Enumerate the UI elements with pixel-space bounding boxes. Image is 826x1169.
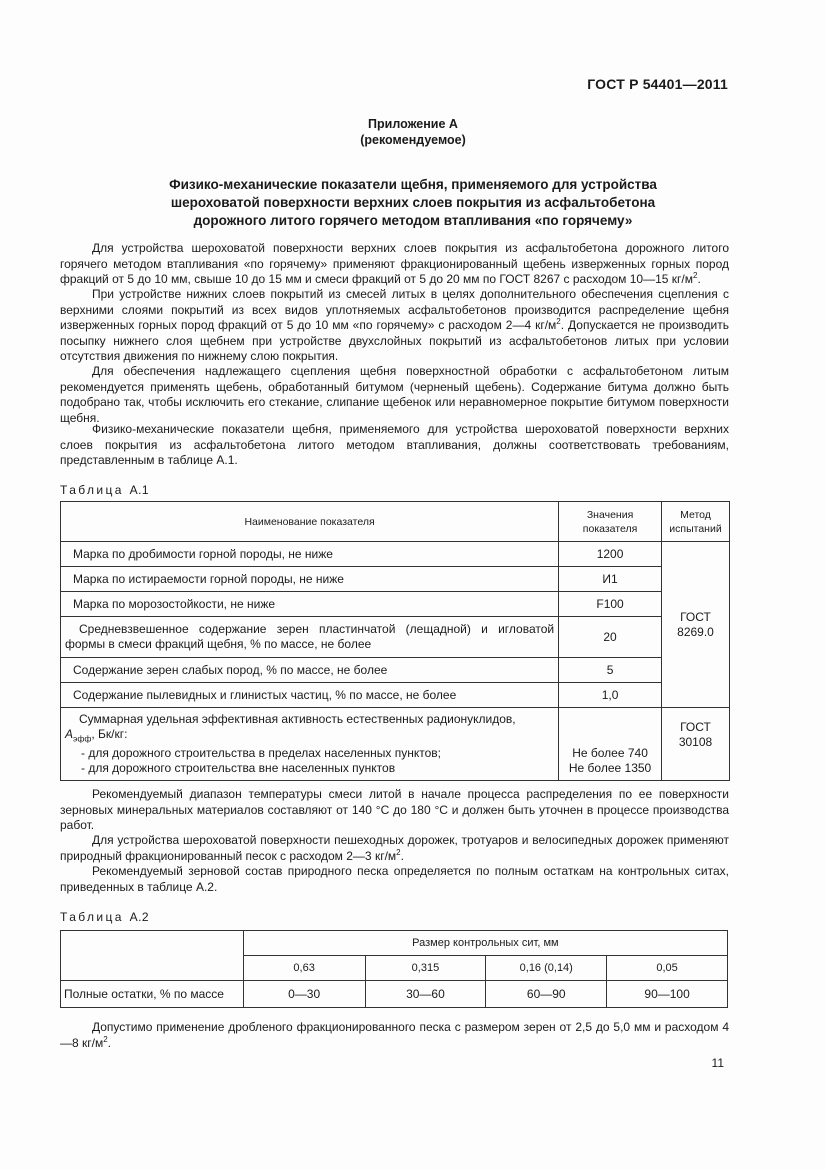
paragraph-8: Допустимо применение дробленого фракционированного песка с размером зерен от 2,5 до 5,0 мм и расходом 4—8 $кг/м^2$. <box>60 1020 729 1050</box>
sieve-size: 0,315 <box>365 956 486 981</box>
table-a2-caption: Таблица А.2 <box>60 910 150 924</box>
table-row: Содержание зерен слабых пород, % по массе, не более 5 <box>61 658 730 683</box>
table-row: Средневзвешенное содержание зерен пластинчатой (лещадной) и игловатой формы в смеси фракций щебня, % по массе, не более 20 <box>61 617 730 658</box>
table-row: Содержание пылевидных и глинистых частиц, % по массе, не более 1,0 <box>61 683 730 708</box>
table-row: Суммарная удельная эффективная активность естественных радионуклидов, $А_{эфф}$, Бк/кг: - для дорожного строительства в пределах населенных пунктов; - для дорожного строительства вне населенных пунктов Не более 740 Не более 1350 ГОСТ 30108 <box>61 708 730 781</box>
standard-number: ГОСТ Р 54401—2011 <box>587 76 728 92</box>
page-number: 11 <box>711 1056 724 1070</box>
paragraph-6: Для устройства шероховатой поверхности пешеходных дорожек, тротуаров и велосипедных дорожек применяют природный фракционированный песок с расходом 2—3 $кг/м^2$. <box>60 833 729 863</box>
paragraph-4: Физико-механические показатели щебня, применяемого для устройства шероховатой поверхности верхних слоев покрытия из асфальтобетона литого методом втапливания, должны соответствовать требованиям, представленным в таблице А.1. <box>60 422 729 468</box>
header-indicator-value: Значения показателя <box>559 502 662 542</box>
header-test-method: Метод испытаний <box>662 502 730 542</box>
sieve-size: 0,63 <box>243 956 365 981</box>
paragraph-1: Для устройства шероховатой поверхности верхних слоев покрытия из асфальтобетона дорожного литого горячего методом втапливания «по горячему» применяют фракционированный щебень изверженных горных пород фракций от 5 до 10 мм, свыше 10 до 15 мм и смеси фракций от 5 до 20 мм по ГОСТ 8267 с расходом 10—15 $кг/м^2$. <box>60 241 729 287</box>
appendix-title <box>0 176 826 230</box>
sieve-size: 0,05 <box>607 956 728 981</box>
title-line-2: шероховатой поверхности верхних слоев покрытия из асфальтобетона <box>170 195 656 210</box>
table-a1 <box>60 501 730 781</box>
appendix-heading <box>0 116 826 148</box>
paragraph-5: Рекомендуемый диапазон температуры смеси литой в начале процесса распределения по ее поверхности зерновых минеральных материалов составляют от 140 °С до 180 °С и должен быть уточнен в процессе производства работ. <box>60 787 729 833</box>
paragraph-2: При устройстве нижних слоев покрытий из смесей литых в целях дополнительного обеспечения сцепления с верхними слоями покрытий из всех видов уплотняемых асфальтобетонов производится распределение щебня изверженных горных пород фракций от 5 до 10 мм «по горячему» с расходом 2—4 $кг/м^2$. Допускается не производить посыпку нижнего слоя щебнем при устройстве двухслойных покрытий из асфальтобетонов литых при условии отсутствия движения по нижнему слою покрытия. <box>60 287 729 364</box>
method-gost-30108: ГОСТ 30108 <box>662 708 730 781</box>
title-line-3: дорожного литого горячего методом втапливания «по горячему» <box>193 213 633 228</box>
sieve-size: 0,16 (0,14) <box>486 956 607 981</box>
table-a2 <box>60 930 728 1008</box>
row-label: Полные остатки, % по массе <box>61 981 244 1008</box>
sieve-size-header: Размер контрольных сит, мм <box>243 931 727 956</box>
method-gost-8269: ГОСТ 8269.0 <box>662 542 730 708</box>
table-a1-caption: Таблица А.1 <box>60 483 150 497</box>
table-row: Марка по истираемости горной породы, не ниже И1 <box>61 567 730 592</box>
appendix-status: (рекомендуемое) <box>360 133 466 147</box>
table-row: Полные остатки, % по массе 0—30 30—60 60—90 90—100 <box>61 981 728 1008</box>
table-row: Марка по морозостойкости, не ниже F100 <box>61 592 730 617</box>
paragraph-3: Для обеспечения надлежащего сцепления щебня поверхностной обработки с асфальтобетоном литым рекомендуется применять щебень, обработанный битумом (черненый щебень). Содержание битума должно быть подобрано так, чтобы исключить его стекание, слипание щебенок или неравномерное покрытие битумом поверхности щебня. <box>60 364 729 425</box>
header-indicator-name: Наименование показателя <box>61 502 559 542</box>
title-line-1: Физико-механические показатели щебня, применяемого для устройства <box>169 177 657 192</box>
table-row: Марка по дробимости горной породы, не ниже 1200 ГОСТ 8269.0 <box>61 542 730 567</box>
paragraph-7: Рекомендуемый зерновой состав природного песка определяется по полным остаткам на контрольных ситах, приведенных в таблице А.2. <box>60 864 729 894</box>
appendix-label: Приложение А <box>368 117 458 131</box>
